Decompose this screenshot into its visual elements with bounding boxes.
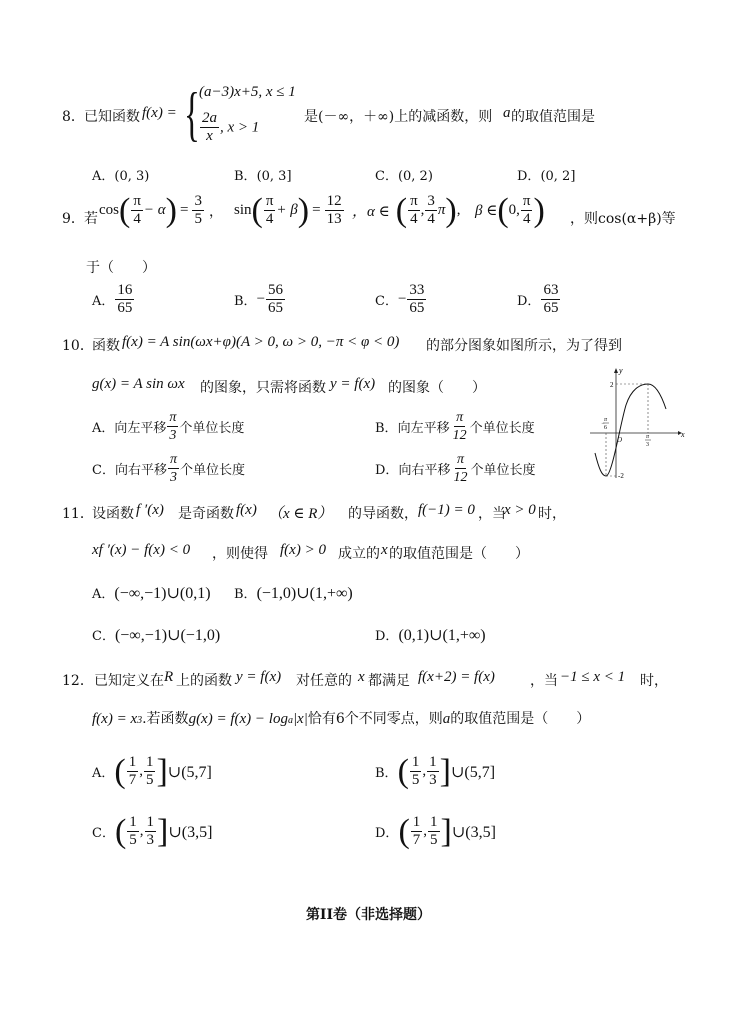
q11-paren: （x ∈ R）: [268, 506, 333, 522]
q9-opt-b-letter: B．: [234, 294, 257, 309]
q10-tail: 的部分图象如图所示，为了得到: [426, 338, 622, 354]
q10-opt-d-post: 个单位长度: [470, 463, 536, 478]
q11-line2-formula2: f(x) > 0: [280, 542, 326, 558]
q9-four3: 4: [410, 211, 418, 227]
q12-opt-c-bden: 3: [146, 832, 155, 848]
q9-pi2: π: [265, 193, 274, 209]
q10-number: 10．: [62, 338, 94, 354]
q12-opt-a-union: ∪(5,7]: [167, 763, 212, 781]
q9-r1-den: 5: [194, 211, 202, 227]
q9-r2-den: 13: [326, 211, 342, 227]
q9-comma: ，: [208, 203, 223, 220]
q9-opt-c-sign: −: [397, 291, 407, 307]
q10-g-formula: g(x) = A sin ωx: [92, 376, 185, 392]
q9-pi1: π: [133, 193, 141, 209]
q12-opt-d-aden: 7: [412, 832, 421, 848]
q9-alpha-lparen: (: [395, 191, 408, 229]
q9-opt-d-letter: D．: [517, 294, 541, 309]
q10-sine-graph: [590, 365, 690, 480]
q10-opt-a-post: 个单位长度: [179, 421, 245, 436]
q12-opt-a-bden: 5: [145, 772, 154, 788]
q12-line2-tail2: 个不同零点，则: [344, 711, 443, 727]
q9-eq1: =: [179, 202, 189, 218]
q9-eq2: =: [312, 202, 321, 218]
q12-mid3: 都满足: [368, 673, 410, 689]
q9-lparen: (: [119, 191, 131, 229]
q12-opt-a-anum: 1: [128, 754, 137, 770]
q9-four5: 4: [522, 211, 531, 227]
q9-beta-range: [475, 193, 545, 228]
q10-line2-tail: 的图象（ ）: [388, 380, 486, 396]
q11-option-b[interactable]: B．(−1,0)∪(1,+∞): [234, 585, 353, 602]
q9-lparen2: (: [251, 191, 263, 229]
q8-tail-end: 的取值范围是: [511, 109, 595, 125]
q12-formula1: y = f(x): [236, 669, 282, 685]
q9-number: 9．: [62, 211, 85, 227]
q9-option-a[interactable]: [92, 282, 135, 317]
q8-option-b[interactable]: B．(0, 3]: [234, 169, 292, 184]
q11-option-d[interactable]: D．(0,1)∪(1,+∞): [375, 627, 486, 644]
q9-rparen: ): [165, 191, 177, 229]
q10-opt-b-post: 个单位长度: [469, 421, 535, 436]
q11-line2-mid: ，则使得: [212, 546, 268, 562]
q9-opt-c-letter: C．: [375, 294, 398, 309]
q9-alpha-in: ，α ∈: [352, 204, 390, 220]
q12-opt-b-bden: 3: [429, 772, 437, 788]
q10-opt-c-letter: C．: [92, 463, 115, 478]
q10-graph-y-label: y: [619, 366, 623, 375]
q9-three: 3: [427, 193, 435, 209]
q8-case2-den: x: [206, 128, 213, 144]
q9-opt-a-num: 16: [117, 282, 133, 298]
q9-r2-num: 12: [326, 193, 342, 209]
q11-option-a[interactable]: A．(−∞,−1)∪(0,1): [92, 585, 211, 602]
q12-line2-sub: a: [287, 715, 293, 726]
q9-plus-beta: + β: [276, 202, 298, 218]
q9-opt-b-num: 56: [268, 282, 284, 298]
q10-y-formula: y = f(x): [330, 376, 376, 392]
q9-four1: 4: [133, 211, 141, 227]
q12-opt-a-letter: A．: [92, 766, 115, 781]
q9-option-c[interactable]: [375, 282, 427, 317]
svg-text:6: 6: [604, 425, 607, 431]
q10-opt-b-pre: 向左平移: [397, 421, 450, 436]
q10-opt-c-pre: 向右平移: [114, 463, 167, 478]
q8-case2: [199, 110, 259, 145]
q12-line2-end: 的取值范围是（ ）: [450, 711, 591, 727]
q9-opt-d-den: 65: [543, 300, 559, 316]
svg-text:−: −: [601, 421, 606, 427]
q8-case2-cond: , x > 1: [220, 119, 260, 136]
q12-option-c[interactable]: C． ( $\frac{1}{5}$ , $\frac{1}{3}$ ] ∪(3,5]: [92, 812, 213, 850]
q12-opt-c-rbracket: ]: [157, 812, 169, 850]
q9-beta-lparen: (: [497, 191, 509, 229]
q12-line2-exp: 3: [137, 715, 143, 726]
q12-opt-d-bden: 5: [430, 832, 438, 848]
q12-line2-count: 6: [335, 711, 345, 727]
q8-option-a[interactable]: A．(0, 3): [92, 169, 150, 184]
q9-beta-in: β ∈: [475, 203, 498, 219]
q12-formula2: f(x+2) = f(x): [418, 669, 495, 685]
q12-line2-tail: 恰有: [307, 711, 336, 727]
q9-r1-num: 3: [194, 193, 202, 209]
q9-alpha-range: ，α ∈ ( $\frac{\pi}{4}$ , $\frac{3}{4}$ π ) ,: [352, 191, 461, 229]
q8-option-d[interactable]: D．(0, 2]: [517, 169, 576, 184]
q11-number: 11．: [62, 506, 94, 522]
q11-mid2: 的导函数，: [348, 506, 418, 522]
q9-opt-c-den: 65: [409, 300, 425, 316]
q12-opt-d-bnum: 1: [430, 814, 438, 830]
q10-graph-right-tick-label: [645, 434, 651, 448]
q8-option-c[interactable]: C．(0, 2): [375, 169, 433, 184]
q12-mid2: 对任意的: [296, 673, 352, 689]
q9-option-d[interactable]: [517, 282, 561, 317]
q9-pi3: π: [410, 193, 418, 209]
q10-opt-b-num: π: [456, 410, 464, 425]
q10-opt-b-den: 12: [452, 428, 467, 443]
q8-tail-var: a: [503, 105, 511, 121]
q9-cos: cos: [99, 202, 119, 218]
q10-line2-mid: 的图象，只需将函数: [200, 380, 326, 396]
q12-var: x: [358, 669, 365, 685]
q10-opt-c-num: π: [169, 452, 177, 467]
q9-beta-rparen: ): [533, 191, 545, 229]
q8-number: 8．: [62, 109, 85, 125]
q11-line2-formula: xf ′(x) − f(x) < 0: [92, 542, 191, 558]
q12-mid1: 上的函数: [176, 673, 232, 689]
q12-line2-mid: .若函数: [142, 711, 189, 727]
q12-line2: [92, 708, 590, 728]
q12-opt-c-anum: 1: [129, 814, 137, 830]
q10-opt-a-pre: 向左平移: [114, 421, 167, 436]
q12-line2-formula: f(x) = x: [92, 711, 138, 727]
q12-opt-d-letter: D．: [375, 826, 399, 841]
q12-opt-b-bnum: 1: [429, 754, 437, 770]
q9-line2: 于（ ）: [86, 260, 156, 276]
q10-graph-left-tick-label: [601, 417, 609, 431]
q12-opt-c-aden: 5: [129, 832, 137, 848]
q10-opt-a-den: 3: [169, 428, 177, 443]
q12-opt-b-letter: B．: [375, 766, 398, 781]
q8-fx: f(x) =: [142, 105, 177, 121]
q11-fx: f(x): [236, 502, 257, 518]
q9-pi5: π: [522, 193, 531, 209]
q12-line2-var: a: [442, 711, 451, 727]
q12-option-d[interactable]: D． ( $\frac{1}{7}$ , $\frac{1}{5}$ ] ∪(3,5]: [375, 812, 496, 850]
q10-graph-bottom-label: -2: [618, 472, 624, 480]
q10-opt-d-letter: D．: [375, 463, 399, 478]
q12-opt-a-bnum: 1: [145, 754, 154, 770]
q8-case1: (a−3)x+5, x ≤ 1: [199, 84, 296, 100]
q11-cond2: x > 0: [504, 502, 536, 518]
q9-four2: 4: [265, 211, 274, 227]
q9-pi4: π: [437, 202, 446, 218]
q9-lead: 若: [84, 211, 98, 227]
q12-formula3: −1 ≤ x < 1: [560, 669, 626, 685]
q9-cos-expr: [99, 193, 223, 228]
svg-text:3: 3: [646, 442, 649, 448]
q11-line2-end: 的取值范围是（ ）: [389, 546, 529, 562]
q10-opt-d-num: π: [456, 452, 464, 467]
q12-line2-abs: |x|: [292, 711, 308, 727]
q9-four4: 4: [427, 211, 435, 227]
q9-option-b[interactable]: [234, 282, 286, 317]
q10-lead: 函数: [92, 338, 120, 354]
q9-alpha-rparen: ): [445, 191, 457, 229]
q9-rparen2: ): [297, 191, 310, 229]
q12-opt-a-rbracket: ]: [156, 752, 168, 790]
q12-opt-b-aden: 5: [411, 772, 420, 788]
q12-opt-c-lparen: (: [114, 812, 127, 850]
q9-opt-d-num: 63: [543, 282, 559, 298]
q12-opt-d-union: ∪(3,5]: [451, 823, 496, 841]
q12-opt-b-union: ∪(5,7]: [450, 763, 496, 781]
q12-opt-b-anum: 1: [411, 754, 420, 770]
q10-graph-x-label: x: [681, 430, 685, 439]
q11-fprime: f ′(x): [136, 502, 164, 518]
q11-mid4: 时，: [538, 506, 566, 522]
q12-opt-c-union: ∪(3,5]: [168, 823, 213, 841]
q9-sin: sin: [234, 202, 252, 218]
q11-mid1: 是奇函数: [178, 506, 234, 522]
q9-tail: ，则cos(α+β)等: [570, 211, 676, 227]
q12-opt-d-lparen: (: [398, 812, 410, 850]
q9-minus-alpha: − α: [143, 202, 166, 218]
q10-graph-origin: O: [617, 436, 623, 444]
q12-opt-b-lparen: (: [397, 752, 409, 790]
q10-opt-c-den: 3: [169, 470, 177, 485]
q12-opt-a-aden: 7: [128, 772, 137, 788]
q12-mid4: ，当: [530, 673, 558, 689]
q12-R: R: [164, 669, 174, 685]
q10-opt-c-post: 个单位长度: [179, 463, 245, 478]
q12-opt-d-anum: 1: [412, 814, 421, 830]
q11-line2-tail: 成立的: [338, 546, 380, 562]
q9-opt-c-num: 33: [409, 282, 425, 298]
q10-opt-a-num: π: [169, 410, 177, 425]
q12-opt-c-bnum: 1: [146, 814, 155, 830]
q10-option-a[interactable]: [92, 409, 244, 444]
q9-sin-expr: [234, 193, 345, 228]
q10-option-d[interactable]: [375, 451, 535, 486]
q9-zero: 0,: [508, 202, 520, 218]
q12-lead: 已知定义在: [94, 673, 164, 689]
q10-option-b[interactable]: [375, 409, 535, 444]
q9-opt-b-den: 65: [268, 300, 284, 316]
q8-brace: {: [184, 81, 200, 147]
q10-opt-a-letter: A．: [92, 421, 115, 436]
q11-line2-var: x: [381, 542, 388, 558]
q12-line2-formula2: g(x) = f(x) − log: [188, 711, 288, 727]
section-title: 第II卷（非选择题）: [305, 907, 432, 923]
q9-opt-a-den: 65: [117, 300, 133, 316]
q10-graph-y-arrow: [614, 368, 618, 373]
q10-opt-d-pre: 向右平移: [398, 463, 451, 478]
q10-opt-d-den: 12: [453, 470, 468, 485]
q12-option-a[interactable]: A． ( $\frac{1}{7}$ , $\frac{1}{5}$ ] ∪(5,7]: [92, 752, 212, 790]
q10-opt-b-letter: B．: [375, 421, 398, 436]
q12-opt-a-lparen: (: [114, 752, 126, 790]
q11-cond1: f(−1) = 0: [418, 502, 475, 518]
q10-option-c[interactable]: [92, 451, 245, 486]
q11-lead: 设函数: [92, 506, 134, 522]
q8-lead: 已知函数: [84, 109, 140, 125]
q12-opt-b-rbracket: ]: [439, 752, 451, 790]
q9-opt-a-letter: A．: [92, 294, 115, 309]
q10-graph-top-label: 2: [610, 381, 614, 389]
q8-case2-num: 2a: [202, 110, 217, 126]
q8-tail: 是(－∞，＋∞)上的减函数，则: [304, 109, 493, 125]
q11-option-c[interactable]: C．(−∞,−1)∪(−1,0): [92, 627, 221, 644]
q12-opt-c-letter: C．: [92, 826, 115, 841]
q12-option-b[interactable]: B． ( $\frac{1}{5}$ , $\frac{1}{3}$ ] ∪(5,7]: [375, 752, 496, 790]
svg-text:π: π: [604, 417, 608, 423]
q10-formula: f(x) = A sin(ωx+φ)(A > 0, ω > 0, −π < φ < 0): [122, 334, 400, 350]
q9-opt-b-sign: −: [256, 291, 266, 307]
q11-mid3: ，当: [478, 506, 506, 522]
q12-mid5: 时，: [640, 673, 668, 689]
q12-opt-d-rbracket: ]: [440, 812, 452, 850]
svg-text:π: π: [646, 434, 650, 440]
q12-number: 12．: [62, 673, 94, 689]
